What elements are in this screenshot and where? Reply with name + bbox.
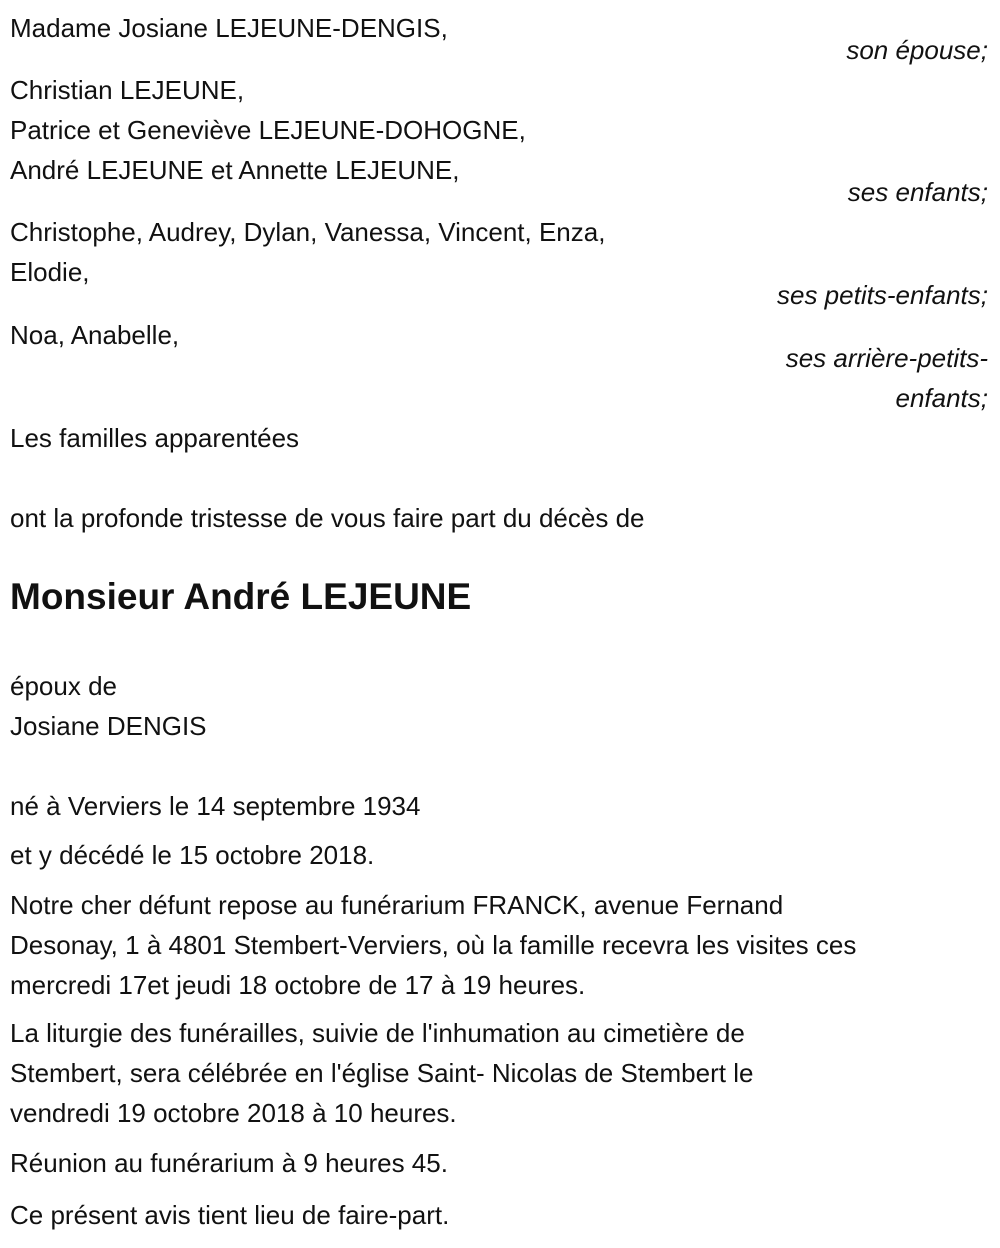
paragraph-line: vendredi 19 octobre 2018 à 10 heures. [10,1098,457,1128]
paragraph-line: Réunion au funérarium à 9 heures 45. [10,1148,448,1178]
family-name-line: Les familles apparentées [10,423,300,453]
family-name-line: Patrice et Geneviève LEJEUNE-DOHOGNE, [10,115,526,145]
spouse-label: époux de [10,671,117,701]
paragraph-line: Stembert, sera célébrée en l'église Saint- Nicolas de Stembert le [10,1058,754,1088]
paragraph-line: mercredi 17et jeudi 18 octobre de 17 à 19 heures. [10,970,586,1000]
death-info: et y décédé le 15 octobre 2018. [10,840,375,870]
spouse-name: Josiane DENGIS [10,711,207,741]
family-name-line: Madame Josiane LEJEUNE-DENGIS, [10,13,448,43]
paragraph-line: Ce présent avis tient lieu de faire-part. [10,1200,450,1230]
relation-label: ses arrière-petits- [785,343,988,373]
relation-label: ses enfants; [847,177,988,207]
relation-label: enfants; [895,383,988,413]
paragraph-line: Notre cher défunt repose au funérarium FRANCK, avenue Fernand [10,890,784,920]
announcement: ont la profonde tristesse de vous faire part du décès de [10,503,645,533]
family-name-line: Christophe, Audrey, Dylan, Vanessa, Vincent, Enza, [10,217,606,247]
birth-info: né à Verviers le 14 septembre 1934 [10,791,421,821]
paragraph-line: Desonay, 1 à 4801 Stembert-Verviers, où la famille recevra les visites ces [10,930,857,960]
paragraph-line: La liturgie des funérailles, suivie de l'inhumation au cimetière de [10,1018,745,1048]
family-name-line: Noa, Anabelle, [10,320,180,350]
deceased-name: Monsieur André LEJEUNE [10,576,472,617]
family-name-line: Elodie, [10,257,90,287]
family-name-line: Christian LEJEUNE, [10,75,245,105]
relation-label: son épouse; [846,35,988,65]
relation-label: ses petits-enfants; [777,280,988,310]
family-name-line: André LEJEUNE et Annette LEJEUNE, [10,155,460,185]
